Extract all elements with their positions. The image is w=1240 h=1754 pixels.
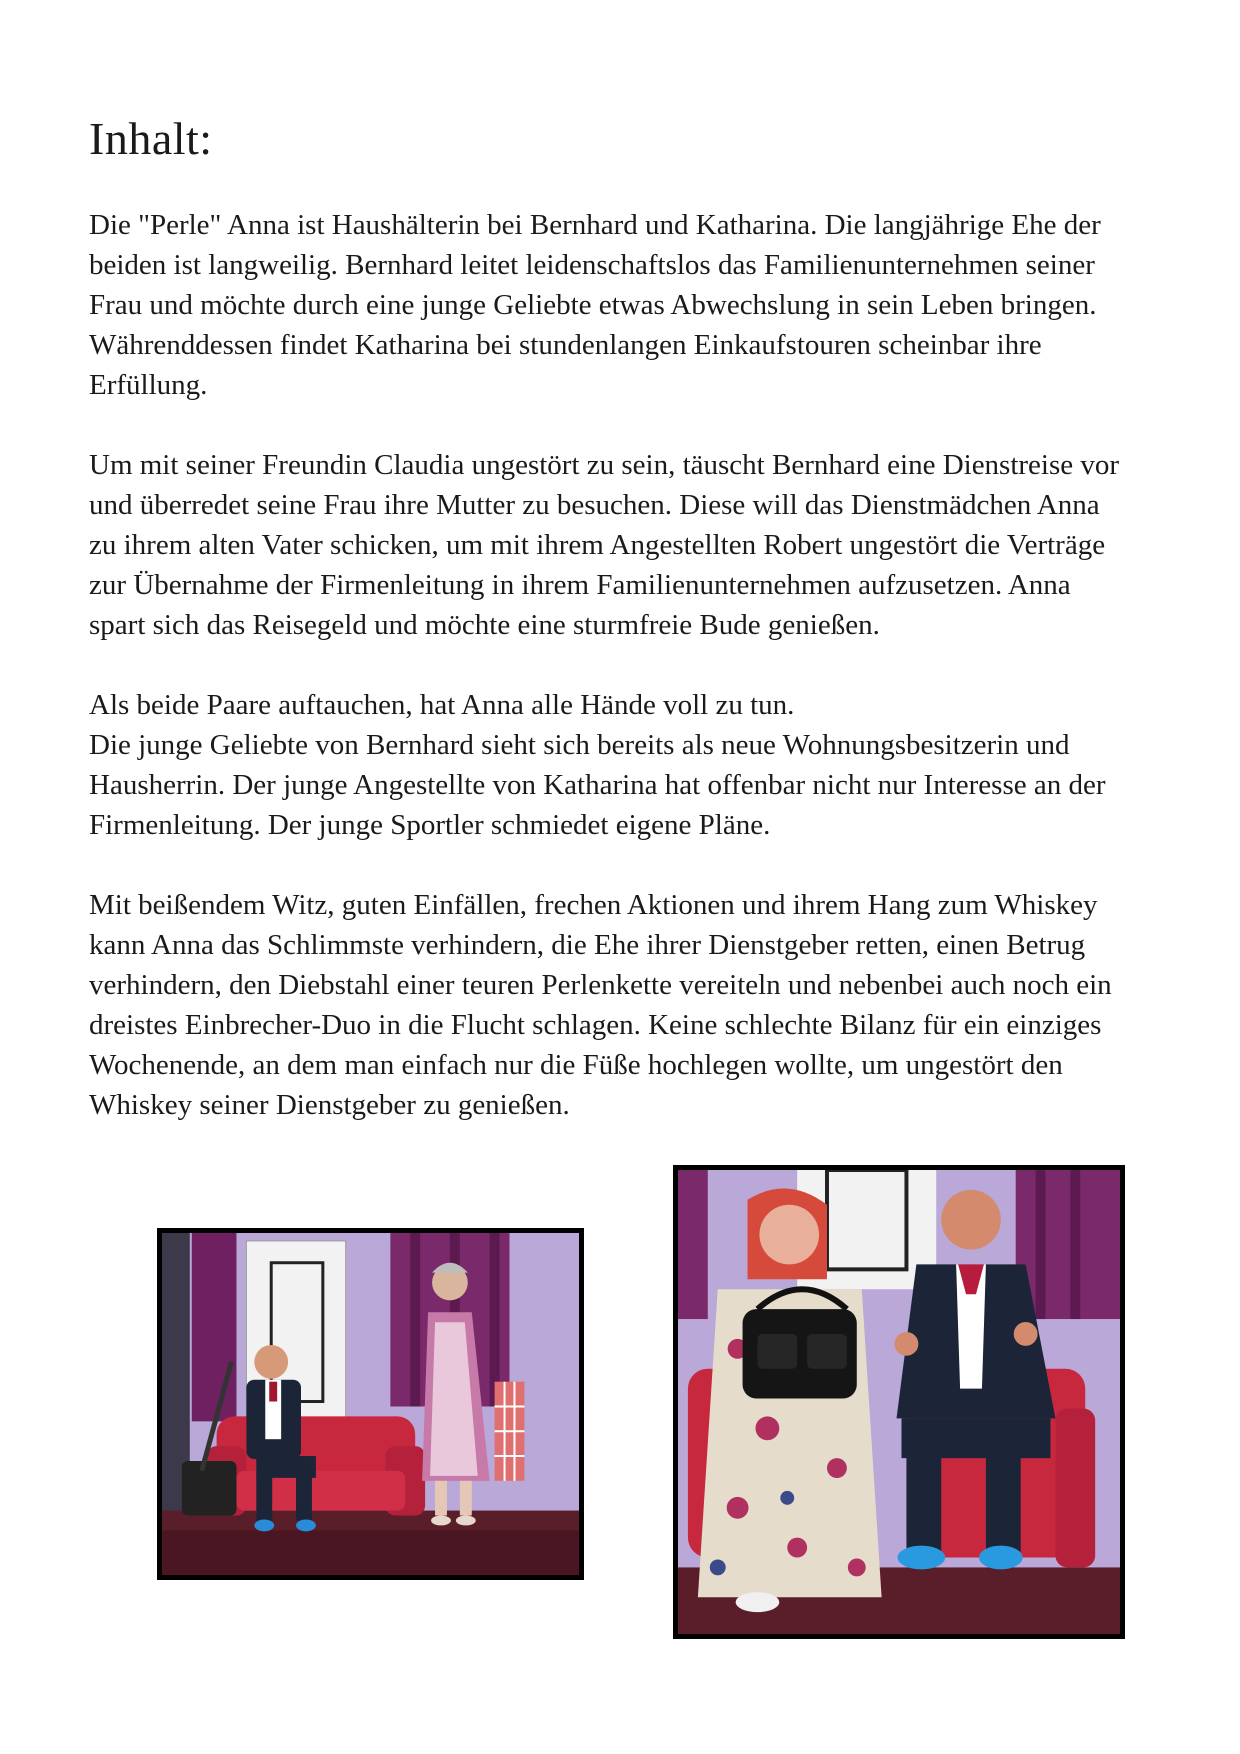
text-line: kann Anna das Schlimmste verhindern, die Ehe ihrer Dienstgeber retten, einen Betrug	[89, 929, 1086, 961]
stage-photo-left-image	[162, 1233, 579, 1575]
text-line: Währenddessen findet Katharina bei stundenlangen Einkaufstouren scheinbar ihre	[89, 329, 1042, 361]
text-line: Die "Perle" Anna ist Haushälterin bei Bernhard und Katharina. Die langjährige Ehe der	[89, 209, 1101, 241]
text-line: Um mit seiner Freundin Claudia ungestört zu sein, täuscht Bernhard eine Dienstreise vor	[89, 449, 1120, 481]
paragraph-1	[89, 205, 1151, 405]
text-line: dreistes Einbrecher-Duo in die Flucht schlagen. Keine schlechte Bilanz für ein einziges	[89, 1009, 1102, 1041]
text-line: beiden ist langweilig. Bernhard leitet leidenschaftslos das Familienunternehmen seiner	[89, 249, 1095, 281]
body-text	[89, 205, 1151, 1165]
text-line: Die junge Geliebte von Bernhard sieht sich bereits als neue Wohnungsbesitzerin und	[89, 729, 1070, 761]
text-line: zu ihrem alten Vater schicken, um mit ihrem Angestellten Robert ungestört die Verträge	[89, 529, 1106, 561]
text-line: und überredet seine Frau ihre Mutter zu besuchen. Diese will das Dienstmädchen Anna	[89, 489, 1100, 521]
text-line: Firmenleitung. Der junge Sportler schmiedet eigene Pläne.	[89, 809, 771, 841]
stage-photo-left	[157, 1228, 584, 1580]
text-line: spart sich das Reisegeld und möchte eine sturmfreie Bude genießen.	[89, 609, 880, 641]
text-line: Wochenende, an dem man einfach nur die Füße hochlegen wollte, um ungestört den	[89, 1049, 1063, 1081]
text-line: Whiskey seiner Dienstgeber zu genießen.	[89, 1089, 570, 1121]
paragraph-3	[89, 685, 1151, 845]
stage-photo-right-image	[678, 1170, 1120, 1634]
paragraph-2	[89, 445, 1151, 645]
stage-photo-right	[673, 1165, 1125, 1639]
text-line: Mit beißendem Witz, guten Einfällen, frechen Aktionen und ihrem Hang zum Whiskey	[89, 889, 1098, 921]
text-line: Als beide Paare auftauchen, hat Anna alle Hände voll zu tun.	[89, 689, 795, 721]
text-line: Frau und möchte durch eine junge Geliebte etwas Abwechslung in sein Leben bringen.	[89, 289, 1097, 321]
text-line: verhindern, den Diebstahl einer teuren Perlenkette vereiteln und nebenbei auch noch ein	[89, 969, 1112, 1001]
text-line: zur Übernahme der Firmenleitung in ihrem Familienunternehmen aufzusetzen. Anna	[89, 569, 1071, 601]
page-heading: Inhalt:	[89, 113, 213, 164]
paragraph-4	[89, 885, 1151, 1125]
text-line: Hausherrin. Der junge Angestellte von Katharina hat offenbar nicht nur Interesse an der	[89, 769, 1106, 801]
text-line: Erfüllung.	[89, 369, 208, 401]
